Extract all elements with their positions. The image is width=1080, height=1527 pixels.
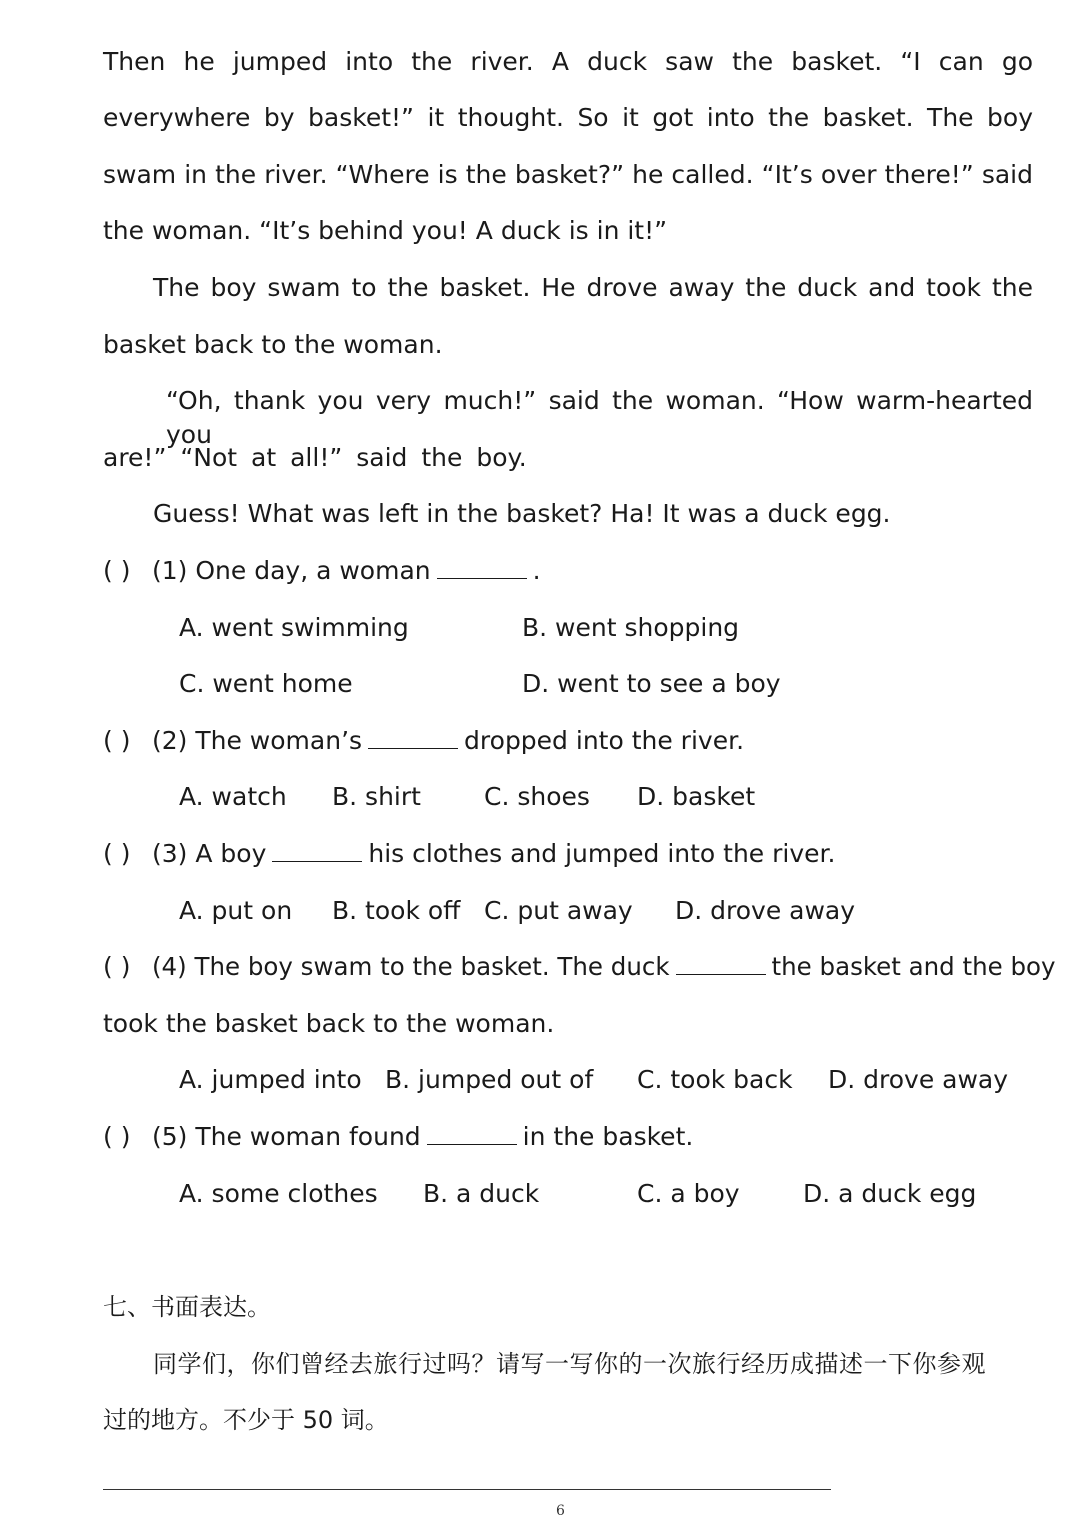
question-3: [152, 837, 835, 871]
writing-answer-line[interactable]: [103, 1489, 831, 1490]
writing-prompt-line-1: 同学们，你们曾经去旅行过吗？请写一写你的一次旅行经历成描述一下你参观: [153, 1350, 986, 1378]
question-2-option-c: C. shoes: [484, 782, 590, 811]
answer-blank: [676, 952, 766, 975]
passage-line-1: Then he jumped into the river. A duck saw the basket. “I can go: [103, 47, 1033, 76]
question-2: [152, 724, 744, 758]
question-2-end: dropped into the river.: [464, 726, 745, 755]
passage-line-6: basket back to the woman.: [103, 330, 443, 359]
question-5-option-a: A. some clothes: [179, 1179, 378, 1208]
question-1-text: (1) One day, a woman: [152, 556, 431, 585]
passage-line-3: swam in the river. “Where is the basket?” he called. “It’s over there!” said: [103, 160, 1033, 189]
question-4-option-a: A. jumped into: [179, 1065, 362, 1094]
answer-bracket-2[interactable]: ( ): [103, 726, 131, 755]
question-4-option-d: D. drove away: [828, 1065, 1009, 1094]
passage-line-9: Guess! What was left in the basket? Ha! It was a duck egg.: [153, 499, 891, 528]
question-5-option-c: C. a boy: [637, 1179, 740, 1208]
passage-line-7: “Oh, thank you very much!” said the woman. “How warm-hearted you: [166, 386, 1033, 449]
passage-line-2: everywhere by basket!” it thought. So it got into the basket. The boy: [103, 103, 1033, 132]
question-3-option-d: D. drove away: [675, 896, 856, 925]
passage-line-4: the woman. “It’s behind you! A duck is in it!”: [103, 216, 668, 245]
question-2-option-d: D. basket: [637, 782, 756, 811]
page-number: 6: [556, 1503, 565, 1519]
answer-bracket-5[interactable]: ( ): [103, 1122, 131, 1151]
question-1-option-b: B. went shopping: [522, 613, 740, 642]
question-4-option-b: B. jumped out of: [385, 1065, 594, 1094]
question-4-option-c: C. took back: [637, 1065, 793, 1094]
question-5-text: (5) The woman found: [152, 1122, 421, 1151]
question-4-continued: took the basket back to the woman.: [103, 1009, 555, 1038]
answer-bracket-3[interactable]: ( ): [103, 839, 131, 868]
question-3-end: his clothes and jumped into the river.: [368, 839, 836, 868]
answer-blank: [368, 726, 458, 749]
passage-line-5: The boy swam to the basket. He drove away the duck and took the: [153, 273, 1033, 302]
question-3-option-c: C. put away: [484, 896, 633, 925]
question-1: [152, 554, 541, 588]
question-5: [152, 1120, 693, 1154]
question-4-text: (4) The boy swam to the basket. The duck: [152, 952, 670, 981]
question-1-option-d: D. went to see a boy: [522, 669, 781, 698]
question-5-option-d: D. a duck egg: [803, 1179, 977, 1208]
answer-blank: [437, 556, 527, 579]
question-2-option-b: B. shirt: [332, 782, 421, 811]
answer-bracket-4[interactable]: ( ): [103, 952, 131, 981]
answer-blank: [272, 839, 362, 862]
answer-bracket-1[interactable]: ( ): [103, 556, 131, 585]
question-1-end: .: [532, 556, 541, 585]
question-1-option-c: C. went home: [179, 669, 353, 698]
question-4-end: the basket and the boy: [771, 952, 1056, 981]
writing-prompt-line-2: 过的地方。不少于 50 词。: [103, 1406, 389, 1434]
question-5-end: in the basket.: [522, 1122, 694, 1151]
question-5-option-b: B. a duck: [423, 1179, 540, 1208]
question-3-option-a: A. put on: [179, 896, 293, 925]
section-heading: 七、书面表达。: [103, 1293, 271, 1321]
question-4: [152, 950, 1056, 984]
passage-line-8: are!” “Not at all!” said the boy.: [103, 443, 527, 472]
question-3-option-b: B. took off: [332, 896, 461, 925]
question-2-option-a: A. watch: [179, 782, 287, 811]
answer-blank: [427, 1122, 517, 1145]
question-2-text: (2) The woman’s: [152, 726, 363, 755]
question-3-text: (3) A boy: [152, 839, 267, 868]
question-1-option-a: A. went swimming: [179, 613, 409, 642]
